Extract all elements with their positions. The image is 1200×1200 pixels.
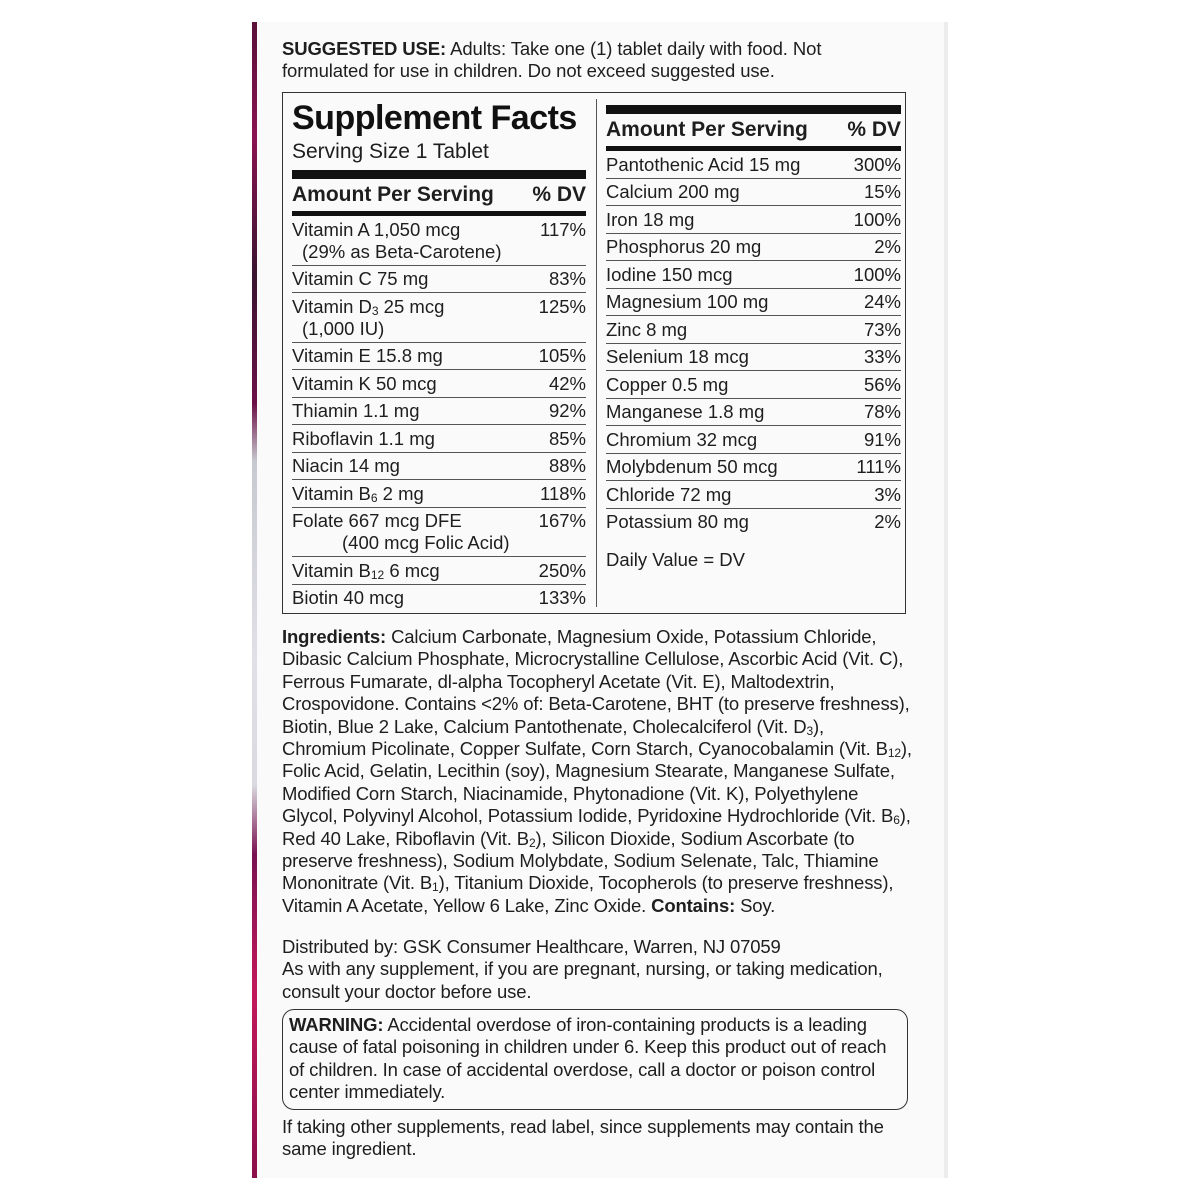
facts-left-column [292,99,586,611]
nutrient-row [606,399,901,427]
ingredients-heading: Ingredients: [282,626,387,647]
facts-right-rows [606,151,901,535]
nutrient-row [606,481,901,509]
ingredients-text: Calcium Carbonate, Magnesium Oxide, Potassium Chloride, Dibasic Calcium Phosphate, Microcrystalline Cellulose, Ascorbic Acid (Vit. C), Ferrous Fumarate, dl-alpha Tocopheryl Acetate (Vit. E), Maltodextrin, Crospovidone. Contains <2% of: Beta-Carotene, BHT (to preserve freshness), Biotin, Blue 2 Lake, Calcium Pantothenate, Cholecalciferol (Vit. $D_3$), Chromium Picolinate, Copper Sulfate, Corn Starch, Cyanocobalamin (Vit. $B_{12}$), Folic Acid, Gelatin, Lecithin (soy), Magnesium Stearate, Manganese Sulfate, Modified Corn Starch, Niacinamide, Phytonadione (Vit. K), Polyethylene Glycol, Polyvinyl Alcohol, Potassium Iodide, Pyridoxine Hydrochloride (Vit. $B_6$), Red 40 Lake, Riboflavin (Vit. $B_2$), Silicon Dioxide, Sodium Ascorbate (to preserve freshness), Sodium Molybdate, Sodium Selenate, Talc, Thiamine Mononitrate (Vit. $B_1$), Titanium Dioxide, Tocopherols (to preserve freshness), Vitamin A Acetate, Yellow 6 Lake, Zinc Oxide. [282,626,912,916]
ingredients [282,626,912,917]
nutrient-dv: 300% [853,153,901,175]
nutrient-name [606,264,854,286]
ingredient-subscript: 3 [806,723,814,738]
facts-left-rows [292,216,586,611]
nutrient-label: Copper 0.5 mg [606,373,729,395]
nutrient-name [606,236,874,258]
ingredient-subscript: 12 [887,746,901,761]
nutrient-label: Calcium 200 mg [606,181,740,202]
final-note: If taking other supplements, read label, since supplements may contain the same ingredient. [282,1115,884,1160]
nutrient-row [606,371,901,399]
ingredient-subscript: 1 [432,880,439,895]
nutrient-row [606,261,901,289]
nutrient-row [292,293,586,343]
nutrient-row [292,266,586,294]
nutrient-label: Niacin 14 mg [292,455,400,476]
nutrient-dv: 111% [856,456,901,477]
facts-right-column [606,105,901,571]
nutrient-name [606,374,864,396]
facts-header-left [292,179,586,216]
header-amount: Amount Per Serving [606,118,808,141]
ingredient-subscript: 6 [893,813,900,828]
nutrient-label: Thiamin 1.1 mg [292,400,420,421]
nutrient-dv: 88% [548,455,586,476]
nutrient-label: Vitamin $D_3$ 25 mcg [292,295,445,318]
nutrient-name [606,209,854,231]
supplement-facts-panel [282,92,906,614]
nutrient-dv: 100% [853,263,901,285]
nutrient-name [606,484,874,506]
nutrient-dv: 125% [538,295,586,317]
nutrient-row [606,151,901,179]
header-amount: Amount Per Serving [292,183,494,206]
warning-text: Accidental overdose of iron-containing products is a leading cause of fatal poisoning in children under 6. Keep this product out of reach of children. In case of accidental overdose, call a doctor or poison control center immediately. [289,1014,887,1103]
nutrient-row [292,557,586,585]
nutrient-name [292,219,540,263]
nutrient-row [292,343,586,371]
package-edge-strip [252,22,257,1178]
nutrient-dv: 118% [540,482,586,504]
serving-size: Serving Size 1 Tablet [292,139,586,179]
nutrient-label: Iodine 150 mcg [606,263,733,285]
nutrient-row [292,480,586,508]
supplement-notice: As with any supplement, if you are pregnant, nursing, or taking medication, consult your doctor before use. [282,958,883,1002]
nutrient-name [606,429,864,451]
warning-heading: WARNING: [289,1014,384,1035]
facts-title: Supplement Facts [292,99,577,137]
nutrient-row [606,234,901,262]
nutrient-label: Chromium 32 mcg [606,428,758,450]
nutrient-name [606,181,864,203]
nutrient-dv: 33% [863,346,901,367]
nutrient-row [606,509,901,536]
header-dv: % DV [847,118,901,141]
warning-box [282,1009,908,1110]
nutrient-name [292,373,549,395]
nutrient-dv: 105% [538,345,586,366]
nutrient-row [606,454,901,482]
nutrient-dv: 78% [863,401,901,422]
nutrient-label: Magnesium 100 mg [606,291,769,312]
nutrient-name [292,510,539,554]
nutrient-label: Zinc 8 mg [606,318,688,340]
nutrient-dv: 3% [874,483,901,505]
nutrient-dv: 42% [548,372,586,394]
suggested-use-heading: SUGGESTED USE: [282,38,447,59]
nutrient-label: Manganese 1.8 mg [606,401,765,422]
nutrient-name [606,401,864,423]
nutrient-name [292,400,549,422]
facts-header-right [606,105,901,151]
nutrient-dv: 24% [863,291,901,312]
nutrient-label: Vitamin E 15.8 mg [292,345,443,366]
nutrient-row [606,344,901,372]
nutrient-label: Vitamin $B_6$ 2 mg [292,482,424,505]
nutrient-name [606,319,864,341]
nutrient-row [292,370,586,398]
nutrient-dv: 15% [863,181,901,202]
nutrient-detail: (400 mcg Folic Acid) [342,532,510,553]
daily-value-note: Daily Value = DV [606,549,745,570]
nutrient-label: Chloride 72 mg [606,483,732,505]
nutrient-dv: 83% [548,268,586,289]
nutrient-row [292,453,586,481]
suggested-use-text: Adults: Take one (1) tablet daily with food. Not formulated for use in children. Do not exceed suggested use. [282,38,822,81]
contains-heading: Contains: [651,894,736,916]
nutrient-subscript: 6 [370,490,378,505]
nutrient-subscript: 3 [371,303,379,318]
nutrient-name [292,560,539,582]
distributed-by: Distributed by: GSK Consumer Healthcare, Warren, NJ 07059 [282,935,781,957]
nutrient-label: Vitamin K 50 mcg [292,372,437,394]
nutrient-row [292,425,586,453]
nutrient-dv: 167% [538,510,586,531]
nutrient-dv: 2% [874,511,901,532]
nutrient-dv: 56% [863,373,901,395]
nutrient-name [292,428,549,450]
nutrient-row [606,206,901,234]
nutrient-subscript: 12 [370,567,385,582]
nutrient-row [292,398,586,426]
nutrient-row [606,316,901,344]
product-label [282,38,912,1179]
nutrient-dv: 92% [548,400,586,421]
nutrient-row [606,179,901,207]
nutrient-dv: 133% [538,587,586,608]
nutrient-label: Molybdenum 50 mcg [606,456,778,477]
column-divider [596,99,597,607]
ingredient-subscript: 2 [528,835,536,850]
nutrient-name [606,511,874,533]
contains-text: Soy. [735,894,776,916]
nutrient-label: Vitamin $B_{12}$ 6 mcg [292,559,440,582]
nutrient-name [606,456,856,478]
package-edge-shade [944,22,948,1178]
nutrient-name [292,455,549,477]
header-dv: % DV [532,183,586,206]
nutrient-label: Vitamin A 1,050 mcg [292,218,461,240]
nutrient-label: Biotin 40 mcg [292,587,405,608]
nutrient-name [606,291,864,313]
nutrient-dv: 100% [853,208,901,230]
nutrient-row [292,216,586,266]
nutrient-label: Potassium 80 mg [606,511,749,532]
nutrient-label: Pantothenic Acid 15 mg [606,153,801,175]
nutrient-name [292,345,539,367]
nutrient-row [606,426,901,454]
nutrient-name [292,587,539,609]
nutrient-name [606,154,854,176]
nutrient-name [606,346,864,368]
nutrient-dv: 91% [863,428,901,450]
nutrient-row [292,508,586,558]
nutrient-row [292,585,586,612]
nutrient-label: Riboflavin 1.1 mg [292,427,435,449]
nutrient-label: Iron 18 mg [606,208,695,230]
nutrient-name [292,483,540,505]
nutrient-label: Folate 667 mcg DFE [292,510,462,531]
nutrient-dv: 117% [540,218,586,240]
nutrient-dv: 73% [863,318,901,340]
nutrient-name [292,296,539,340]
nutrient-row [606,289,901,317]
nutrient-label: Phosphorus 20 mg [606,236,762,257]
nutrient-detail: (1,000 IU) [302,317,385,339]
nutrient-dv: 2% [874,236,901,257]
nutrient-name [292,268,549,290]
nutrient-label: Vitamin C 75 mg [292,268,429,289]
nutrient-label: Selenium 18 mcg [606,346,749,367]
nutrient-dv: 250% [538,559,586,581]
nutrient-detail: (29% as Beta-Carotene) [302,240,502,262]
nutrient-dv: 85% [548,427,586,449]
suggested-use [282,38,912,82]
